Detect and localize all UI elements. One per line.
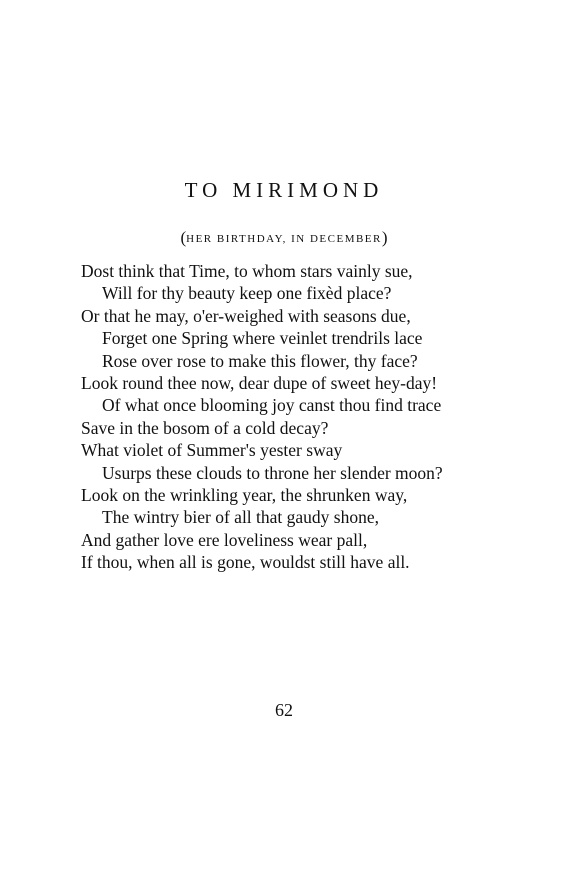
subtitle-text: HER BIRTHDAY, IN DECEMBER xyxy=(186,233,382,245)
page-number: 62 xyxy=(275,700,293,720)
poem-line: Look round thee now, dear dupe of sweet hey-day! xyxy=(81,373,438,393)
poem-line: Or that he may, o'er-weighed with seasons due, xyxy=(81,305,411,326)
subtitle-close-paren: ) xyxy=(381,228,388,247)
poem-line: Rose over rose to make this flower, thy face? xyxy=(102,350,418,371)
poem-line: Will for thy beauty keep one fixèd place? xyxy=(102,283,392,304)
subtitle-open-paren: ( xyxy=(180,228,187,247)
poem-line: Dost think that Time, to whom stars vainly sue, xyxy=(81,261,413,281)
poem-line: Look on the wrinkling year, the shrunken way, xyxy=(81,485,408,505)
poem-line: Save in the bosom of a cold decay? xyxy=(81,417,329,438)
poem-line: What violet of Summer's yester sway xyxy=(81,440,343,461)
poem-subtitle xyxy=(0,228,568,248)
poem-line: And gather love ere loveliness wear pall, xyxy=(81,529,368,550)
poem-line: Usurps these clouds to throne her slender moon? xyxy=(102,462,443,483)
poem-line: The wintry bier of all that gaudy shone, xyxy=(102,507,380,528)
poem-line: If thou, when all is gone, wouldst still have all. xyxy=(81,552,410,573)
poem-title: TO MIRIMOND xyxy=(184,178,384,202)
poem-line: Of what once blooming joy canst thou find trace xyxy=(102,395,442,416)
poem-line: Forget one Spring where veinlet trendrils lace xyxy=(102,328,423,349)
